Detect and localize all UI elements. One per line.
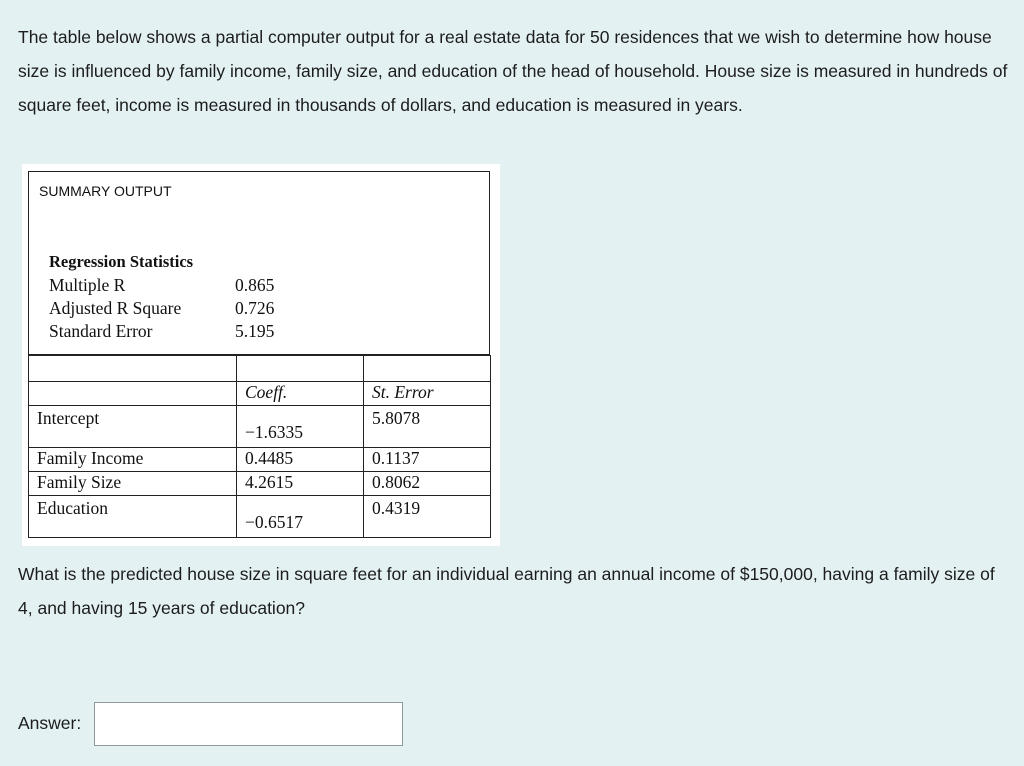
answer-input[interactable] xyxy=(94,702,403,746)
table-cell-empty xyxy=(364,356,491,382)
table-cell-empty xyxy=(29,382,237,406)
row-name-education: Education xyxy=(29,496,237,538)
regression-output-figure xyxy=(22,164,500,546)
answer-label: Answer: xyxy=(18,713,82,733)
st-error-family-income: 0.1137 xyxy=(364,448,491,472)
coeff-family-size: 4.2615 xyxy=(237,472,364,496)
coeff-family-income: 0.4485 xyxy=(237,448,364,472)
question-text: What is the predicted house size in square feet for an individual earning an annual income of $150,000, having a family size of 4, and having 15 years of education? xyxy=(18,564,995,618)
table-cell-empty xyxy=(29,356,237,382)
table-cell-empty xyxy=(237,356,364,382)
row-name-family-income: Family Income xyxy=(29,448,237,472)
coeff-intercept: −1.6335 xyxy=(237,406,364,448)
st-error-column-header: St. Error xyxy=(364,382,491,406)
st-error-family-size: 0.8062 xyxy=(364,472,491,496)
table-row xyxy=(29,406,491,448)
table-header-row xyxy=(29,382,491,406)
row-name-intercept: Intercept xyxy=(29,406,237,448)
stat-value-adjusted-r-square: 0.726 xyxy=(235,298,275,318)
stat-label-multiple-r: Multiple R xyxy=(49,275,126,295)
problem-intro-text: The table below shows a partial computer output for a real estate data for 50 residences that we wish to determine how house size is influenced by family income, family size, and education of the head of household. House size is measured in hundreds of square feet, income is measured in thousands of dollars, and education is measured in years. xyxy=(18,27,1008,115)
coefficients-table xyxy=(28,355,491,538)
regression-statistics-heading: Regression Statistics xyxy=(49,252,194,271)
coeff-column-header: Coeff. xyxy=(237,382,364,406)
stat-label-standard-error: Standard Error xyxy=(49,321,153,341)
stat-label-adjusted-r-square: Adjusted R Square xyxy=(49,298,182,318)
summary-output-title: SUMMARY OUTPUT xyxy=(39,183,172,199)
summary-output-box xyxy=(28,171,490,355)
table-row xyxy=(29,496,491,538)
stat-value-multiple-r: 0.865 xyxy=(235,275,275,295)
st-error-education: 0.4319 xyxy=(364,496,491,538)
row-name-family-size: Family Size xyxy=(29,472,237,496)
coeff-education: −0.6517 xyxy=(237,496,364,538)
table-spacer-row xyxy=(29,356,491,382)
table-row xyxy=(29,472,491,496)
st-error-intercept: 5.8078 xyxy=(364,406,491,448)
stat-value-standard-error: 5.195 xyxy=(235,321,275,341)
table-row xyxy=(29,448,491,472)
